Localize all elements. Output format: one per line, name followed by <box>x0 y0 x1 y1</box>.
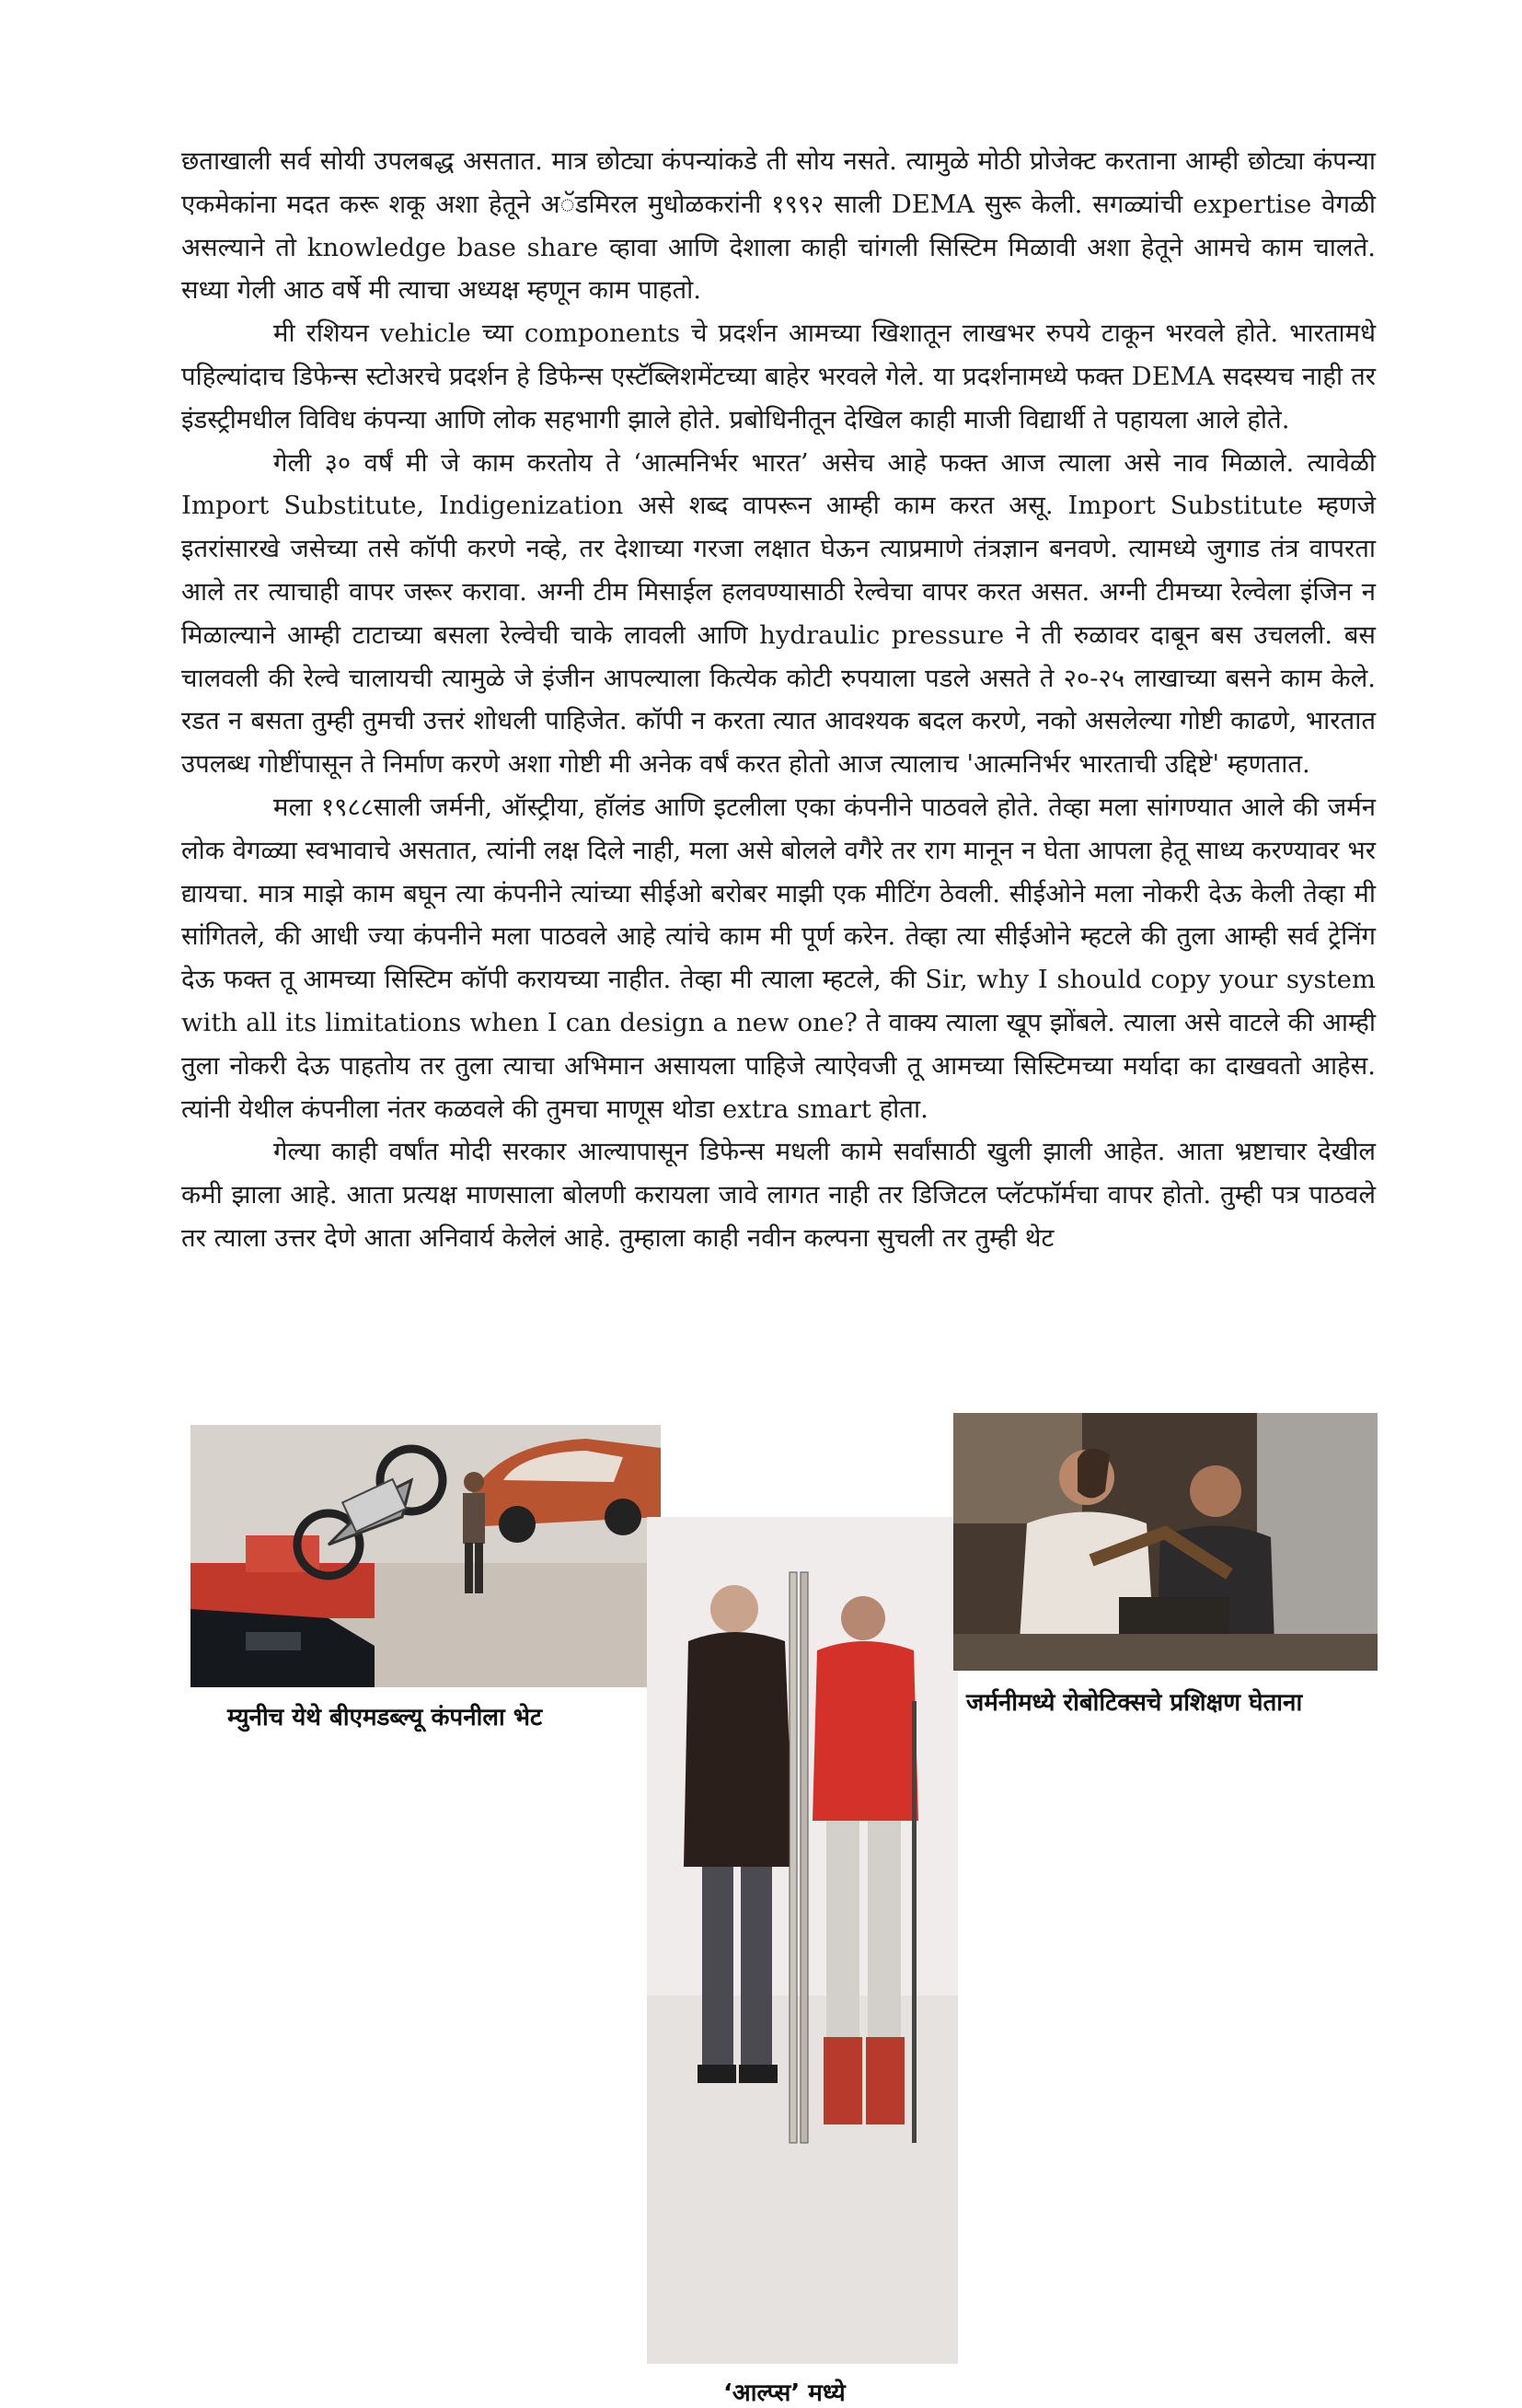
paragraph-4: मला १९८८साली जर्मनी, ऑस्ट्रीया, हॉलंड आणि इटलीला एका कंपनीने पाठवले होते. तेव्हा मला सांगण्यात आले की जर्मन लोक वेगळ्या स्वभावाचे असतात, त्यांनी लक्ष दिले नाही, मला असे बोलले वगैरे तर राग मानून न घेता आपला हेतू साध्य करण्यावर भर द्यायचा. मात्र माझे काम बघून त्या कंपनीने त्यांच्या सीईओ बरोबर माझी एक मीटिंग ठेवली. सीईओने मला नोकरी देऊ केली तेव्हा मी सांगितले, की आधी ज्या कंपनीने मला पाठवले आहे त्यांचे काम मी पूर्ण करेन. तेव्हा त्या सीईओने म्हटले की तुला आम्ही सर्व ट्रेनिंग देऊ फक्त तू आमच्या सिस्टिम कॉपी करायच्या नाहीत. तेव्हा मी त्याला म्हटले, की Sir, why I should copy your system with all its limitations when I can design a new one? ते वाक्य त्याला खूप झोंबले. त्याला असे वाटले की आम्ही तुला नोकरी देऊ पाहतोय तर तुला त्याचा अभिमान असायला पाहिजे त्याऐवजी तू आमच्या सिस्टिमच्या मर्यादा का दाखवतो आहेस. त्यांनी येथील कंपनीला नंतर कळवले की तुमचा माणूस थोडा extra smart होता. <box>181 792 1376 1124</box>
caption-robotics: जर्मनीमध्ये रोबोटिक्सचे प्रशिक्षण घेताना <box>966 1689 1303 1717</box>
paragraph-1: छताखाली सर्व सोयी उपलबद्ध असतात. मात्र छोट्या कंपन्यांकडे ती सोय नसते. त्यामुळे मोठी प्रोजेक्ट करताना आम्ही छोट्या कंपन्या एकमेकांना मदत करू शकू अशा हेतूने अॅडमिरल मुधोळकरांनी १९९२ साली DEMA सुरू केली. सगळ्यांची expertise वेगळी असल्याने तो knowledge base share व्हावा आणि देशाला काही चांगली सिस्टिम मिळावी अशा हेतूने आमचे काम चालते. सध्या गेली आठ वर्षे मी त्याचा अध्यक्ष म्हणून काम पाहतो. <box>181 146 1376 306</box>
robotics-training-photo <box>953 1413 1378 1671</box>
paragraph-2: मी रशियन vehicle च्या components चे प्रदर्शन आमच्या खिशातून लाखभर रुपये टाकून भरवले होते. भारतामधे पहिल्यांदाच डिफेन्स स्टोअरचे प्रदर्शन हे डिफेन्स एस्टॅब्लिशमेंटच्या बाहेर भरवले गेले. या प्रदर्शनामध्ये फक्त DEMA सदस्यच नाही तर इंडस्ट्रीमधील विविध कंपन्या आणि लोक सहभागी झाले होते. प्रबोधिनीतून देखिल काही माजी विद्यार्थी ते पहायला आले होते. <box>181 318 1376 434</box>
article-body <box>181 140 1376 1260</box>
paragraph-3: गेली ३० वर्षं मी जे काम करतोय ते ‘आत्मनिर्भर भारत’ असेच आहे फक्त आज त्याला असे नाव मिळाले. त्यावेळी Import Substitute, Indigenization असे शब्द वापरून आम्ही काम करत असू. Import Substitute म्हणजे इतरांसारखे जसेच्या तसे कॉपी करणे नव्हे, तर देशाच्या गरजा लक्षात घेऊन त्याप्रमाणे तंत्रज्ञान बनवणे. त्यामध्ये जुगाड तंत्र वापरता आले तर त्याचाही वापर जरूर करावा. अग्नी टीम मिसाईल हलवण्यासाठी रेल्वेचा वापर करत असत. अग्नी टीमच्या रेल्वेला इंजिन न मिळाल्याने आम्ही टाटाच्या बसला रेल्वेची चाके लावली आणि hydraulic pressure ने ती रुळावर दाबून बस उचलली. बस चालवली की रेल्वे चालायची त्यामुळे जे इंजीन आपल्याला कित्येक कोटी रुपयाला पडले असते ते २०-२५ लाखाच्या बसने काम केले. रडत न बसता तुम्ही तुमची उत्तरं शोधली पाहिजेत. कॉपी न करता त्यात आवश्यक बदल करणे, नको असलेल्या गोष्टी काढणे, भारतात उपलब्ध गोष्टींपासून ते निर्माण करणे अशा गोष्टी मी अनेक वर्षं करत होतो आज त्यालाच 'आत्मनिर्भर भारताची उद्दिष्टे' म्हणतात. <box>181 447 1376 780</box>
paragraph-5: गेल्या काही वर्षांत मोदी सरकार आल्यापासून डिफेन्स मधली कामे सर्वांसाठी खुली झाली आहेत. आता भ्रष्टाचार देखील कमी झाला आहे. आता प्रत्यक्ष माणसाला बोलणी करायला जावे लागत नाही तर डिजिटल प्लॅटफॉर्मचा वापर होतो. तुम्ही पत्र पाठवले तर त्याला उत्तर देणे आता अनिवार्य केलेलं आहे. तुम्हाला काही नवीन कल्पना सुचली तर तुम्ही थेट <box>181 1137 1376 1253</box>
caption-alps: ‘आल्प्स’ मध्ये <box>723 2379 846 2407</box>
caption-bmw: म्युनीच येथे बीएमडब्ल्यू कंपनीला भेट <box>227 1704 543 1731</box>
alps-photo <box>647 1517 958 2364</box>
bmw-showroom-photo <box>190 1425 661 1687</box>
